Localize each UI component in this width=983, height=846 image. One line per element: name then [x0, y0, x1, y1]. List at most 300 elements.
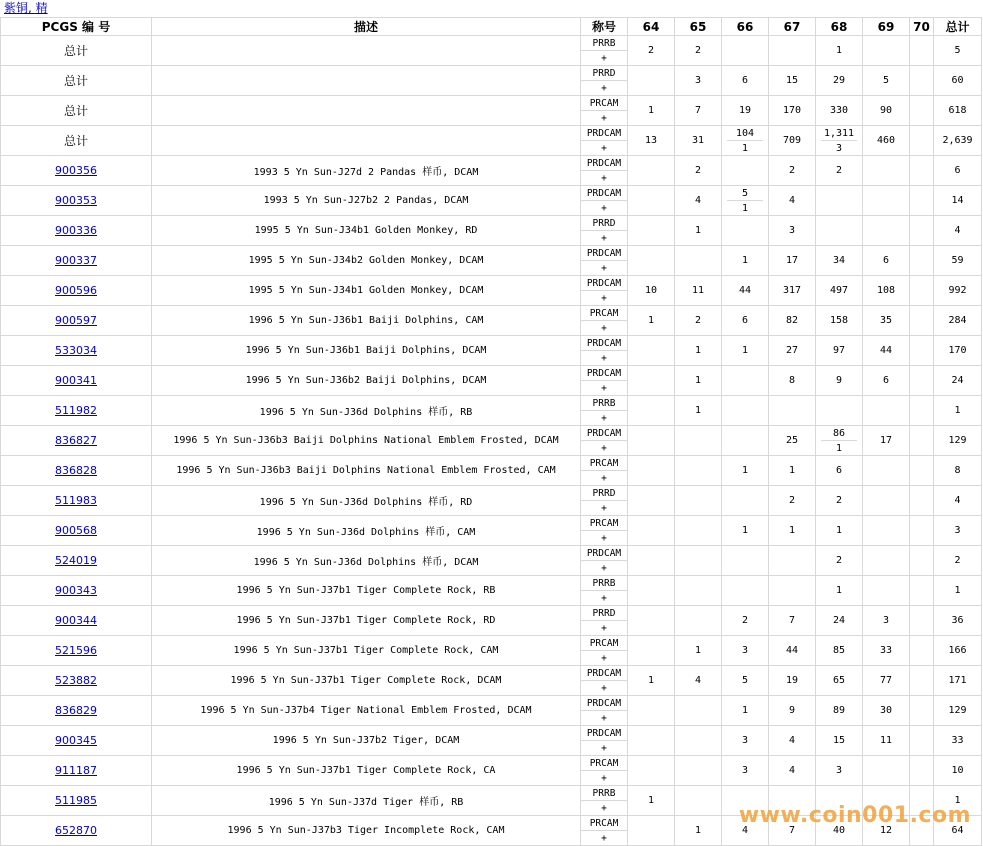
header-pcgs-number: PCGS 编 号	[1, 18, 152, 36]
total-cell: 1	[934, 396, 982, 426]
description-cell: 1996 5 Yn Sun-J37b1 Tiger Complete Rock, RB	[152, 576, 581, 606]
description-cell	[152, 126, 581, 156]
grade-65-cell	[675, 396, 722, 426]
grade-67-cell	[769, 636, 816, 666]
grade-count: 6	[741, 315, 749, 326]
grade-count: 460	[876, 135, 896, 146]
grade-count: 3	[741, 765, 749, 776]
designation-label: PRDCAM	[581, 546, 627, 561]
grade-count: 5	[727, 186, 763, 201]
pcgs-number-link[interactable]: 900356	[55, 164, 97, 177]
total-cell: 2,639	[934, 126, 982, 156]
grade-70-cell	[910, 576, 934, 606]
grade-count: 5	[882, 75, 890, 86]
grade-70-cell	[910, 306, 934, 336]
table-row	[1, 546, 982, 576]
description-cell: 1996 5 Yn Sun-J37b1 Tiger Complete Rock, CA	[152, 756, 581, 786]
description-cell: 1993 5 Yn Sun-J27d 2 Pandas 样币, DCAM	[152, 156, 581, 186]
grade-count: 1	[694, 405, 702, 416]
grade-68-cell	[816, 726, 863, 756]
grade-66-cell	[722, 306, 769, 336]
grade-67-cell	[769, 396, 816, 426]
pcgs-number-link[interactable]: 836827	[55, 434, 97, 447]
grade-66-cell	[722, 726, 769, 756]
description-cell: 1996 5 Yn Sun-J36d Dolphins 样币, RD	[152, 486, 581, 516]
grade-64-cell	[628, 456, 675, 486]
grade-count: 17	[785, 255, 799, 266]
grade-67-cell	[769, 246, 816, 276]
pcgs-number-link[interactable]: 900568	[55, 524, 97, 537]
total-cell: 166	[934, 636, 982, 666]
grade-64-cell	[628, 156, 675, 186]
grade-67-cell	[769, 756, 816, 786]
pcgs-number-link[interactable]: 911187	[55, 764, 97, 777]
pcgs-number-link[interactable]: 521596	[55, 644, 97, 657]
header-grade-67: 67	[769, 18, 816, 36]
grade-count: 4	[741, 825, 749, 836]
designation-cell	[581, 726, 628, 756]
grade-count: 2	[647, 45, 655, 56]
grade-66-cell	[722, 756, 769, 786]
designation-label: PRDCAM	[581, 156, 627, 171]
grade-count: 158	[829, 315, 849, 326]
total-label: 总计	[63, 44, 88, 58]
grade-count: 1	[647, 105, 655, 116]
designation-cell	[581, 36, 628, 66]
description-cell	[152, 96, 581, 126]
description-cell: 1993 5 Yn Sun-J27b2 2 Pandas, DCAM	[152, 186, 581, 216]
grade-68-cell	[816, 486, 863, 516]
grade-65-cell	[675, 426, 722, 456]
designation-label: PRRB	[581, 786, 627, 801]
grade-count: 2	[788, 165, 796, 176]
grade-count: 9	[788, 705, 796, 716]
designation-cell	[581, 516, 628, 546]
description-cell: 1996 5 Yn Sun-J37b1 Tiger Complete Rock, CAM	[152, 636, 581, 666]
grade-66-cell	[722, 426, 769, 456]
grade-68-cell	[816, 66, 863, 96]
plus-sign: +	[601, 832, 607, 844]
grade-count: 11	[879, 735, 893, 746]
grade-68-cell	[816, 126, 863, 156]
total-cell: 129	[934, 696, 982, 726]
pcgs-number-cell	[1, 246, 152, 276]
grade-count: 86	[821, 426, 857, 441]
designation-label: PRRD	[581, 486, 627, 501]
grade-count: 2	[835, 165, 843, 176]
grade-66-cell	[722, 606, 769, 636]
grade-65-cell	[675, 606, 722, 636]
grade-67-cell	[769, 456, 816, 486]
description-cell: 1996 5 Yn Sun-J36b1 Baiji Dolphins, DCAM	[152, 336, 581, 366]
grade-count: 44	[738, 285, 752, 296]
designation-label: PRDCAM	[581, 276, 627, 291]
pcgs-number-cell	[1, 606, 152, 636]
designation-cell	[581, 546, 628, 576]
grade-67-cell	[769, 576, 816, 606]
total-cell: 1	[934, 786, 982, 816]
grade-64-cell	[628, 636, 675, 666]
grade-70-cell	[910, 666, 934, 696]
pcgs-number-link[interactable]: 900341	[55, 374, 97, 387]
designation-label: PRDCAM	[581, 726, 627, 741]
total-cell: 24	[934, 366, 982, 396]
grade-70-cell	[910, 216, 934, 246]
grade-count: 497	[829, 285, 849, 296]
description-cell: 1996 5 Yn Sun-J36b3 Baiji Dolphins National Emblem Frosted, DCAM	[152, 426, 581, 456]
grade-67-cell	[769, 666, 816, 696]
grade-count: 4	[788, 195, 796, 206]
designation-label: PRDCAM	[581, 696, 627, 711]
pcgs-number-cell	[1, 516, 152, 546]
pcgs-number-link[interactable]: 523882	[55, 674, 97, 687]
grade-67-cell	[769, 306, 816, 336]
grade-count: 30	[879, 705, 893, 716]
grade-64-cell	[628, 546, 675, 576]
grade-64-cell	[628, 336, 675, 366]
grade-65-cell	[675, 96, 722, 126]
header-grade-68: 68	[816, 18, 863, 36]
grade-64-cell	[628, 126, 675, 156]
grade-67-cell	[769, 126, 816, 156]
pcgs-number-link[interactable]: 900353	[55, 194, 97, 207]
grade-65-cell	[675, 66, 722, 96]
pcgs-number-link[interactable]: 900596	[55, 284, 97, 297]
grade-66-cell	[722, 666, 769, 696]
pcgs-number-link[interactable]: 900345	[55, 734, 97, 747]
grade-66-cell	[722, 366, 769, 396]
grade-66-cell	[722, 516, 769, 546]
plus-sign: +	[601, 172, 607, 184]
table-row	[1, 366, 982, 396]
grade-70-cell	[910, 396, 934, 426]
designation-cell	[581, 306, 628, 336]
grade-64-cell	[628, 516, 675, 546]
grade-count: 4	[694, 675, 702, 686]
pcgs-number-cell	[1, 66, 152, 96]
grade-66-cell	[722, 66, 769, 96]
designation-label: PRCAM	[581, 96, 627, 111]
pcgs-number-link[interactable]: 836829	[55, 704, 97, 717]
pcgs-number-link[interactable]: 533034	[55, 344, 97, 357]
grade-66-cell	[722, 186, 769, 216]
grade-69-cell	[863, 426, 910, 456]
plus-sign: +	[601, 472, 607, 484]
grade-count: 1	[741, 525, 749, 536]
grade-66-cell	[722, 486, 769, 516]
designation-label: PRDCAM	[581, 186, 627, 201]
grade-64-cell	[628, 756, 675, 786]
grade-67-cell	[769, 606, 816, 636]
grade-65-cell	[675, 756, 722, 786]
grade-66-cell	[722, 246, 769, 276]
grade-65-cell	[675, 126, 722, 156]
pcgs-number-cell	[1, 726, 152, 756]
grade-69-cell	[863, 336, 910, 366]
grade-64-cell	[628, 306, 675, 336]
grade-count: 2	[694, 45, 702, 56]
grade-70-cell	[910, 696, 934, 726]
grade-count: 1	[835, 525, 843, 536]
pcgs-number-cell	[1, 816, 152, 846]
pcgs-number-link[interactable]: 836828	[55, 464, 97, 477]
table-row	[1, 726, 982, 756]
table-row	[1, 246, 982, 276]
grade-plus-count: 1	[741, 202, 749, 214]
grade-66-cell	[722, 576, 769, 606]
pcgs-number-link[interactable]: 900344	[55, 614, 97, 627]
watermark: www.coin001.com	[738, 803, 971, 828]
grade-68-cell	[816, 276, 863, 306]
pcgs-number-link[interactable]: 900336	[55, 224, 97, 237]
header-grade-66: 66	[722, 18, 769, 36]
table-row	[1, 486, 982, 516]
grade-count: 40	[832, 825, 846, 836]
table-row	[1, 96, 982, 126]
pcgs-number-cell	[1, 186, 152, 216]
grade-70-cell	[910, 516, 934, 546]
grade-count: 17	[879, 435, 893, 446]
pcgs-number-link[interactable]: 511985	[55, 794, 97, 807]
designation-cell	[581, 156, 628, 186]
total-cell: 992	[934, 276, 982, 306]
designation-cell	[581, 66, 628, 96]
grade-65-cell	[675, 636, 722, 666]
designation-cell	[581, 216, 628, 246]
category-link[interactable]: 紫铜, 精	[4, 1, 48, 15]
grade-65-cell	[675, 456, 722, 486]
grade-count: 1,311	[821, 126, 857, 141]
grade-67-cell	[769, 66, 816, 96]
grade-69-cell	[863, 606, 910, 636]
grade-69-cell	[863, 456, 910, 486]
plus-sign: +	[601, 592, 607, 604]
grade-64-cell	[628, 816, 675, 846]
plus-sign: +	[601, 382, 607, 394]
grade-68-cell	[816, 756, 863, 786]
description-cell: 1996 5 Yn Sun-J37b1 Tiger Complete Rock, RD	[152, 606, 581, 636]
designation-cell	[581, 336, 628, 366]
grade-69-cell	[863, 396, 910, 426]
pcgs-number-cell	[1, 36, 152, 66]
grade-70-cell	[910, 756, 934, 786]
grade-69-cell	[863, 636, 910, 666]
grade-64-cell	[628, 366, 675, 396]
grade-count: 1	[788, 465, 796, 476]
grade-count: 2	[788, 495, 796, 506]
header-grade-70: 70	[910, 18, 934, 36]
grade-69-cell	[863, 696, 910, 726]
grade-70-cell	[910, 486, 934, 516]
total-cell: 64	[934, 816, 982, 846]
designation-label: PRDCAM	[581, 336, 627, 351]
grade-64-cell	[628, 216, 675, 246]
pcgs-number-cell	[1, 636, 152, 666]
table-row	[1, 636, 982, 666]
pcgs-number-cell	[1, 306, 152, 336]
grade-count: 6	[835, 465, 843, 476]
total-label: 总计	[63, 134, 88, 148]
description-cell: 1996 5 Yn Sun-J36d Dolphins 样币, RB	[152, 396, 581, 426]
grade-68-cell	[816, 216, 863, 246]
grade-64-cell	[628, 786, 675, 816]
grade-69-cell	[863, 156, 910, 186]
pcgs-number-link[interactable]: 900337	[55, 254, 97, 267]
grade-count: 108	[876, 285, 896, 296]
grade-64-cell	[628, 426, 675, 456]
grade-68-cell	[816, 396, 863, 426]
table-row	[1, 426, 982, 456]
grade-65-cell	[675, 186, 722, 216]
pcgs-number-cell	[1, 666, 152, 696]
grade-70-cell	[910, 276, 934, 306]
grade-67-cell	[769, 696, 816, 726]
grade-69-cell	[863, 756, 910, 786]
designation-label: PRRD	[581, 216, 627, 231]
table-row	[1, 126, 982, 156]
pcgs-number-link[interactable]: 652870	[55, 824, 97, 837]
pcgs-number-link[interactable]: 900597	[55, 314, 97, 327]
grade-count: 3	[741, 645, 749, 656]
designation-label: PRCAM	[581, 816, 627, 831]
grade-64-cell	[628, 396, 675, 426]
designation-label: PRRB	[581, 396, 627, 411]
grade-67-cell	[769, 96, 816, 126]
designation-label: PRDCAM	[581, 426, 627, 441]
grade-count: 15	[832, 735, 846, 746]
grade-count: 34	[832, 255, 846, 266]
grade-count: 44	[785, 645, 799, 656]
designation-label: PRRB	[581, 576, 627, 591]
pcgs-number-cell	[1, 156, 152, 186]
grade-count: 1	[741, 255, 749, 266]
pcgs-number-cell	[1, 126, 152, 156]
plus-sign: +	[601, 622, 607, 634]
grade-count: 6	[741, 75, 749, 86]
pcgs-number-link[interactable]: 511983	[55, 494, 97, 507]
grade-68-cell	[816, 426, 863, 456]
grade-69-cell	[863, 186, 910, 216]
header-designation: 称号	[581, 18, 628, 36]
grade-68-cell	[816, 96, 863, 126]
grade-count: 12	[879, 825, 893, 836]
grade-70-cell	[910, 336, 934, 366]
table-row	[1, 696, 982, 726]
grade-count: 1	[647, 795, 655, 806]
table-row	[1, 606, 982, 636]
grade-65-cell	[675, 366, 722, 396]
designation-cell	[581, 426, 628, 456]
header-grade-65: 65	[675, 18, 722, 36]
grade-count: 1	[647, 315, 655, 326]
grade-count: 77	[879, 675, 893, 686]
grade-count: 3	[788, 225, 796, 236]
grade-count: 5	[741, 675, 749, 686]
grade-69-cell	[863, 366, 910, 396]
pcgs-number-cell	[1, 696, 152, 726]
pcgs-number-link[interactable]: 900343	[55, 584, 97, 597]
grade-count: 1	[694, 225, 702, 236]
grade-65-cell	[675, 576, 722, 606]
grade-count: 2	[835, 495, 843, 506]
grade-count: 3	[694, 75, 702, 86]
grade-count: 25	[785, 435, 799, 446]
grade-67-cell	[769, 276, 816, 306]
grade-count: 33	[879, 645, 893, 656]
designation-cell	[581, 756, 628, 786]
grade-67-cell	[769, 156, 816, 186]
pcgs-number-cell	[1, 396, 152, 426]
grade-68-cell	[816, 636, 863, 666]
grade-70-cell	[910, 366, 934, 396]
grade-count: 709	[782, 135, 802, 146]
grade-66-cell	[722, 36, 769, 66]
grade-65-cell	[675, 336, 722, 366]
table-row	[1, 336, 982, 366]
grade-65-cell	[675, 36, 722, 66]
pcgs-number-link[interactable]: 524019	[55, 554, 97, 567]
total-cell: 60	[934, 66, 982, 96]
grade-plus-count: 1	[741, 142, 749, 154]
grade-count: 1	[741, 705, 749, 716]
designation-label: PRDCAM	[581, 126, 627, 141]
plus-sign: +	[601, 112, 607, 124]
pcgs-number-cell	[1, 366, 152, 396]
pcgs-number-cell	[1, 336, 152, 366]
description-cell: 1996 5 Yn Sun-J36b1 Baiji Dolphins, CAM	[152, 306, 581, 336]
pcgs-number-link[interactable]: 511982	[55, 404, 97, 417]
designation-label: PRRD	[581, 606, 627, 621]
total-label: 总计	[63, 104, 88, 118]
grade-66-cell	[722, 456, 769, 486]
grade-68-cell	[816, 246, 863, 276]
grade-67-cell	[769, 426, 816, 456]
plus-sign: +	[601, 412, 607, 424]
description-cell: 1995 5 Yn Sun-J34b2 Golden Monkey, DCAM	[152, 246, 581, 276]
designation-cell	[581, 396, 628, 426]
total-cell: 1	[934, 576, 982, 606]
grade-count: 15	[785, 75, 799, 86]
grade-64-cell	[628, 66, 675, 96]
grade-count: 4	[788, 765, 796, 776]
grade-67-cell	[769, 366, 816, 396]
description-cell: 1996 5 Yn Sun-J36b2 Baiji Dolphins, DCAM	[152, 366, 581, 396]
grade-count: 330	[829, 105, 849, 116]
designation-label: PRCAM	[581, 456, 627, 471]
grade-64-cell	[628, 486, 675, 516]
pcgs-number-cell	[1, 276, 152, 306]
grade-count: 90	[879, 105, 893, 116]
grade-65-cell	[675, 276, 722, 306]
grade-65-cell	[675, 786, 722, 816]
designation-cell	[581, 456, 628, 486]
designation-cell	[581, 816, 628, 846]
grade-count: 82	[785, 315, 799, 326]
total-cell: 6	[934, 156, 982, 186]
table-row	[1, 156, 982, 186]
pcgs-number-cell	[1, 756, 152, 786]
grade-68-cell	[816, 516, 863, 546]
designation-cell	[581, 366, 628, 396]
grade-64-cell	[628, 666, 675, 696]
grade-count: 9	[835, 375, 843, 386]
grade-count: 7	[788, 615, 796, 626]
grade-count: 6	[882, 375, 890, 386]
table-row	[1, 396, 982, 426]
grade-68-cell	[816, 186, 863, 216]
designation-cell	[581, 126, 628, 156]
total-cell: 170	[934, 336, 982, 366]
